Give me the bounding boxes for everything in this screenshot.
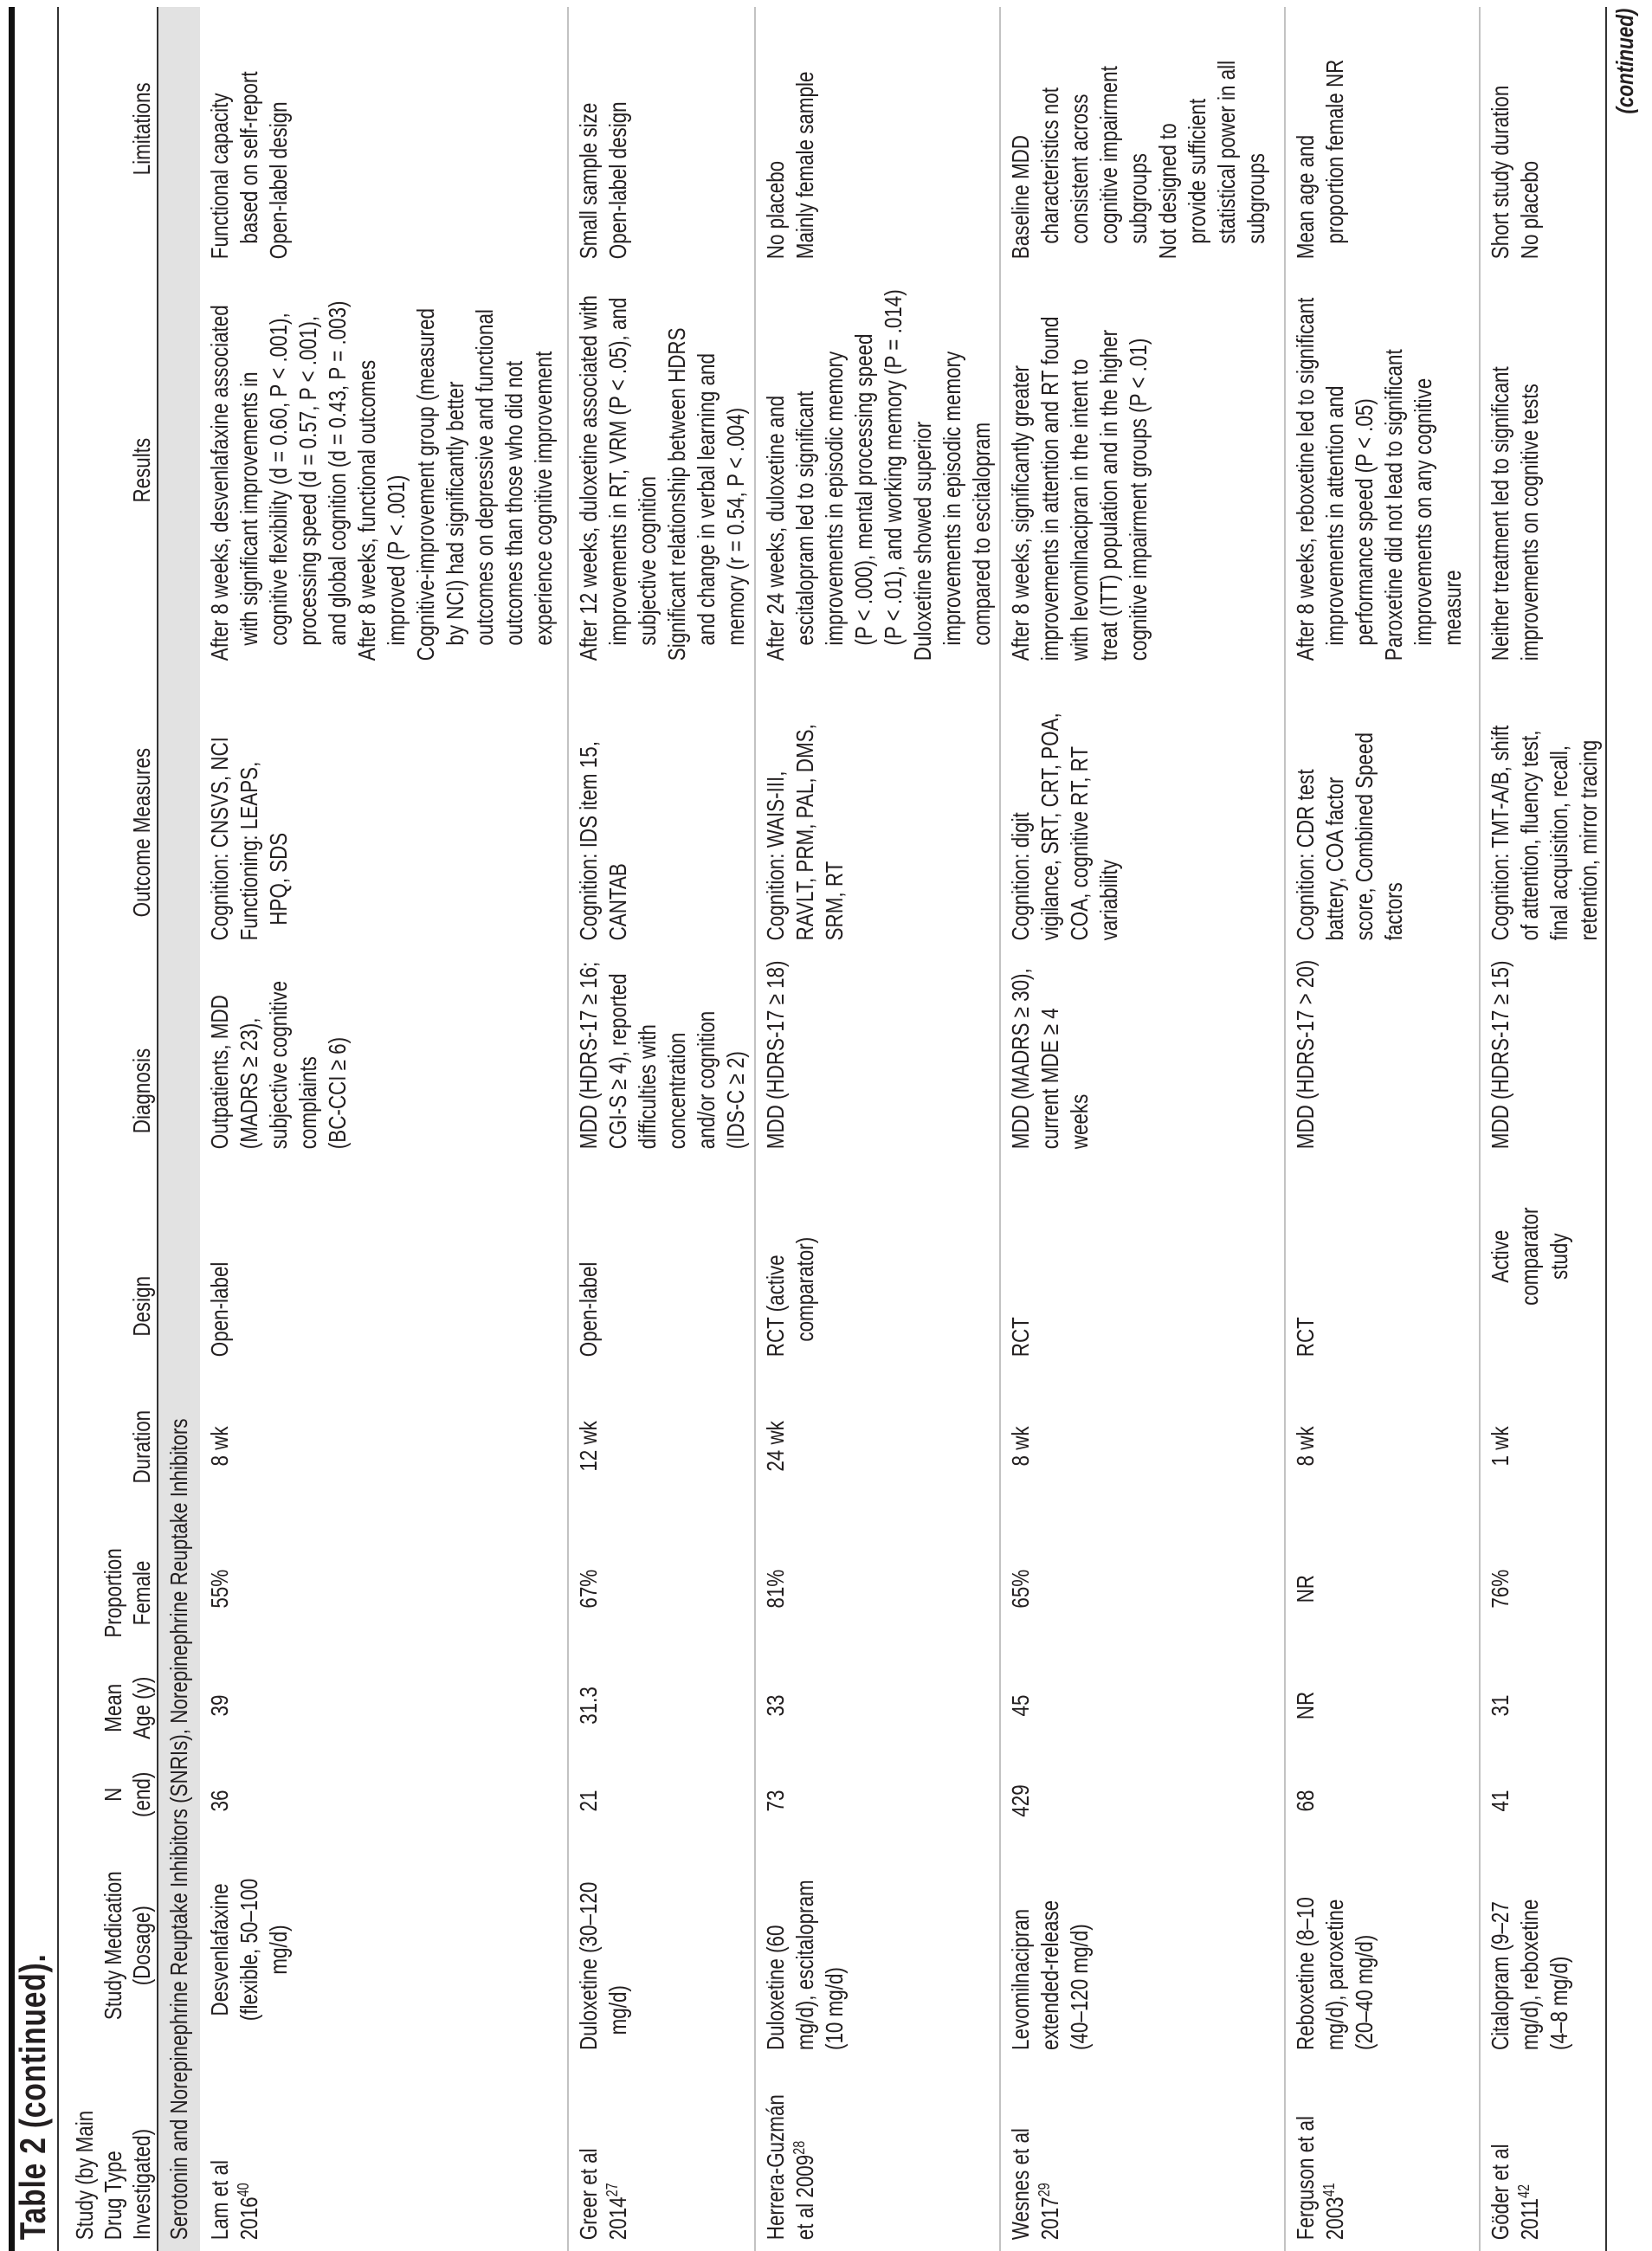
cell-age [1486, 1662, 1515, 1749]
outcome-paragraph: Cognition: CDR test [1292, 769, 1319, 941]
section-label: Serotonin and Norepinephrine Reuptake Inhibitors (SNRIs), Norepinephrine Reuptake Inhibitors [165, 1418, 192, 2241]
cell-limitations [574, 3, 633, 259]
outcome-paragraph: battery, COA factor [1321, 777, 1348, 941]
cell-n [1291, 1749, 1320, 1853]
study-year-text: 2003 [1321, 2196, 1348, 2241]
header-medication: Study Medication (Dosage) [100, 1871, 155, 2021]
medication-paragraph: mg/d), reboxetine [1516, 1899, 1543, 2050]
cell-outcome [761, 663, 849, 940]
study-year [1515, 2060, 1545, 2240]
duration-value: 24 wk [762, 1421, 789, 1472]
results-paragraph: improvements on cognitive tests [1516, 384, 1543, 661]
outcome-paragraph: final acquisition, recall, [1546, 745, 1572, 941]
design-paragraph: Active comparator study [1487, 1207, 1572, 1306]
cell-study [1486, 2060, 1545, 2240]
cell-study [205, 2060, 264, 2240]
cell-study [1291, 2060, 1350, 2240]
table-row [756, 7, 1001, 2251]
diagnosis-paragraph: (MADRS ≥ 23), [236, 1017, 262, 1150]
outcome-paragraph: RAVLT, PRM, PAL, DMS, [791, 724, 818, 941]
table-title: Table 2 (continued). [12, 1953, 53, 2241]
outcome-paragraph: vigilance, SRT, CRT, POA, [1036, 713, 1063, 941]
study-name: Ferguson et al [1292, 2116, 1319, 2241]
study-year-text: 2016 [236, 2196, 262, 2241]
cell-age [1006, 1662, 1036, 1749]
diagnosis-paragraph: and/or cognition [693, 1010, 720, 1150]
cell-limitations [761, 3, 820, 259]
female-value: NR [1292, 1575, 1319, 1603]
cell-study [574, 2060, 633, 2240]
cell-results [205, 262, 558, 661]
female-value: 76% [1487, 1569, 1513, 1609]
cell-duration [1486, 1377, 1515, 1515]
header-study: Study (by Main Drug Type Investigated) [71, 2110, 155, 2241]
limitations-paragraph: Open-label design [604, 101, 631, 260]
reference-number: 28 [791, 2140, 808, 2155]
design-paragraph: RCT (active comparator) [762, 1236, 818, 1358]
limitations-paragraph: Functional capacity based on self-report [206, 71, 262, 260]
medication-paragraph: Reboxetine (8–10 [1292, 1897, 1319, 2050]
duration-value: 12 wk [575, 1421, 602, 1472]
limitations-paragraph: Not designed to provide sufficient statistical power in all subgroups [1154, 60, 1269, 260]
cell-female [574, 1515, 603, 1662]
cell-outcome [1006, 663, 1124, 940]
outcome-paragraph: of attention, fluency test, [1516, 730, 1543, 941]
cell-design [1006, 1156, 1036, 1357]
cell-diagnosis [205, 941, 352, 1149]
top-thick-rule [9, 7, 15, 2251]
study-year [791, 2060, 820, 2240]
limitations-paragraph: Baseline MDD characteristics not consistent across cognitive impairment subgroups [1007, 66, 1152, 260]
diagnosis-paragraph: concentration [663, 1032, 690, 1150]
cell-diagnosis [761, 941, 791, 1149]
outcome-paragraph: Cognition: CNSVS, NCI [206, 737, 233, 941]
outcome-paragraph: score, Combined Speed [1351, 732, 1378, 941]
header-duration: Duration [128, 1409, 155, 1484]
cell-age [1291, 1662, 1320, 1749]
results-paragraph: Significant relationship between HDRS and change in verbal learning and memory (r = 0.54, P < .004) [663, 327, 749, 661]
medication-paragraph: (10 mg/d) [821, 1967, 848, 2050]
cell-diagnosis [1486, 941, 1515, 1149]
results-paragraph: After 8 weeks, desvenlafaxine associated with significant improvements in cognitive flexibility (d = 0.60, P < .001), processing speed (d = 0.57, P < .001), and global cognition (d = 0.43, P = .003) [206, 300, 351, 661]
header-female: Proportion Female [100, 1548, 155, 1638]
diagnosis-paragraph: difficulties with [634, 1024, 661, 1150]
diagnosis-paragraph: complaints [294, 1056, 321, 1150]
medication-paragraph: mg/d), escitalopram [791, 1880, 818, 2050]
table-row [1286, 7, 1481, 2251]
cell-duration [1006, 1377, 1036, 1515]
medication-paragraph: (flexible, 50–100 [236, 1878, 262, 2022]
cell-medication [1291, 1849, 1379, 2050]
cell-duration [574, 1377, 603, 1515]
cell-n [1006, 1749, 1036, 1853]
cell-female [1486, 1515, 1515, 1662]
medication-paragraph: Desvenlafaxine [206, 1883, 233, 2016]
limitations-paragraph: No placebo [762, 160, 789, 260]
study-year [1320, 2060, 1350, 2240]
limitations-paragraph: Mean age and proportion female NR [1292, 59, 1348, 260]
outcome-paragraph: Cognition: digit [1007, 812, 1034, 941]
outcome-paragraph: Cognition: IDS item 15, [575, 741, 602, 941]
results-paragraph: After 8 weeks, functional outcomes improved (P < .001) [353, 359, 410, 661]
diagnosis-paragraph: MDD (HDRS-17 ≥ 18) [762, 960, 789, 1150]
results-paragraph: Cognitive-improvement group (measured by NCI) had significantly better outcomes on depressive and functional outcomes than those who did not experience cognitive improvement [412, 308, 557, 661]
diagnosis-paragraph: Outpatients, MDD [206, 995, 233, 1150]
cell-female [1006, 1515, 1036, 1662]
n-value: 41 [1487, 1790, 1513, 1812]
cell-n [1486, 1749, 1515, 1853]
section-row [158, 7, 200, 2251]
age-value: NR [1292, 1691, 1319, 1720]
age-value: 33 [762, 1694, 789, 1717]
study-name: Herrera-Guzmán [762, 2094, 789, 2241]
cell-study [1006, 2060, 1065, 2240]
cell-n [574, 1749, 603, 1853]
diagnosis-paragraph: MDD (HDRS-17 > 20) [1292, 959, 1319, 1150]
header-outcome: Outcome Measures [128, 747, 155, 918]
diagnosis-paragraph: weeks [1066, 1093, 1093, 1150]
table-row [1481, 7, 1607, 2251]
female-value: 67% [575, 1569, 602, 1609]
cell-design [205, 1156, 235, 1357]
results-paragraph: After 8 weeks, significantly greater [1007, 365, 1034, 661]
cell-age [761, 1662, 791, 1749]
medication-paragraph: mg/d) [265, 1925, 292, 1975]
outcome-paragraph: factors [1380, 882, 1407, 941]
cell-age [574, 1662, 603, 1749]
continued-label: (continued) [1611, 8, 1638, 114]
results-paragraph: After 12 weeks, duloxetine associated with improvements in RT, VRM (P < .05), and subjective cognition [575, 295, 661, 661]
outcome-paragraph: CANTAB [604, 863, 631, 941]
cell-results [574, 262, 751, 661]
medication-paragraph: mg/d), paroxetine [1321, 1899, 1348, 2050]
study-name: Wesnes et al [1007, 2128, 1034, 2241]
cell-medication [1486, 1849, 1574, 2050]
cell-study [761, 2060, 820, 2240]
cell-n [761, 1749, 791, 1853]
cell-results [1006, 262, 1153, 661]
cell-outcome [574, 663, 633, 940]
cell-design [1486, 1156, 1574, 1357]
medication-paragraph: Duloxetine (60 [762, 1925, 789, 2050]
age-value: 45 [1007, 1694, 1034, 1717]
design-paragraph: Open-label [206, 1261, 233, 1358]
cell-results [1291, 262, 1468, 661]
n-value: 429 [1007, 1784, 1034, 1817]
cell-outcome [205, 663, 294, 940]
table-row [200, 7, 569, 2251]
design-paragraph: Open-label [575, 1261, 602, 1358]
duration-value: 8 wk [1292, 1426, 1319, 1467]
cell-medication [761, 1849, 849, 2050]
duration-value: 8 wk [1007, 1426, 1034, 1467]
design-paragraph: RCT [1007, 1317, 1034, 1358]
header-age: Mean Age (y) [100, 1676, 155, 1739]
limitations-paragraph: Open-label design [265, 101, 292, 260]
cell-age [205, 1662, 235, 1749]
results-paragraph: improvements in attention and RT found [1036, 316, 1063, 661]
table-row [569, 7, 756, 2251]
limitations-paragraph: No placebo [1516, 160, 1543, 260]
results-paragraph: treat (ITT) population and in the higher [1095, 329, 1122, 661]
age-value: 39 [206, 1694, 233, 1717]
study-name: Göder et al [1487, 2144, 1513, 2241]
header-top-rule [57, 7, 59, 2251]
cell-design [761, 1156, 820, 1357]
results-paragraph: Neither treatment led to significant [1487, 366, 1513, 661]
female-value: 55% [206, 1569, 233, 1609]
female-value: 81% [762, 1569, 789, 1609]
study-year-text: 2017 [1036, 2196, 1063, 2241]
n-value: 21 [575, 1790, 602, 1812]
cell-limitations [1486, 3, 1545, 259]
outcome-paragraph: retention, mirror tracing [1575, 739, 1602, 941]
header-design: Design [128, 1275, 155, 1337]
outcome-paragraph: Cognition: WAIS-III, [762, 771, 789, 941]
study-name: Lam et al [206, 2160, 233, 2241]
n-value: 73 [762, 1790, 789, 1812]
header-diagnosis: Diagnosis [128, 1048, 155, 1134]
results-paragraph: Duloxetine showed superior improvements in episodic memory compared to escitalopram [909, 351, 995, 661]
cell-diagnosis [574, 941, 751, 1149]
cell-limitations [1006, 3, 1271, 259]
cell-female [205, 1515, 235, 1662]
results-paragraph: cognitive impairment groups (P < .01) [1125, 338, 1152, 661]
limitations-paragraph: Small sample size [575, 102, 602, 260]
duration-value: 8 wk [206, 1426, 233, 1467]
results-paragraph: After 8 weeks, reboxetine led to significant improvements in attention and performance speed (P < .05) [1292, 297, 1378, 661]
cell-diagnosis [1291, 941, 1320, 1149]
cell-results [761, 262, 997, 661]
study-year-text: et al 2009 [791, 2154, 818, 2241]
cell-design [1291, 1156, 1320, 1357]
cell-medication [205, 1849, 294, 2050]
cell-medication [574, 1849, 633, 2050]
medication-paragraph: (4–8 mg/d) [1546, 1956, 1572, 2050]
diagnosis-paragraph: MDD (HDRS-17 ≥ 15) [1487, 960, 1513, 1150]
age-value: 31.3 [575, 1687, 602, 1725]
study-name: Greer et al [575, 2148, 602, 2241]
study-year [603, 2060, 633, 2240]
diagnosis-paragraph: subjective cognitive [265, 980, 292, 1150]
diagnosis-paragraph: MDD (HDRS-17 ≥ 16; [575, 961, 602, 1150]
outcome-paragraph: Functioning: LEAPS, HPQ, SDS [236, 761, 292, 941]
diagnosis-paragraph: CGI-S ≥ 4), reported [604, 973, 631, 1150]
cell-female [761, 1515, 791, 1662]
n-value: 36 [206, 1790, 233, 1812]
cell-duration [761, 1377, 791, 1515]
study-year [1036, 2060, 1065, 2240]
cell-duration [1291, 1377, 1320, 1515]
diagnosis-paragraph: MDD (MADRS ≥ 30), [1007, 968, 1034, 1150]
cell-limitations [205, 3, 294, 259]
medication-paragraph: (20–40 mg/d) [1351, 1934, 1378, 2050]
diagnosis-paragraph: (IDS-C ≥ 2) [722, 1051, 749, 1150]
cell-results [1486, 262, 1545, 661]
medication-paragraph: Duloxetine (30–120 mg/d) [575, 1881, 631, 2050]
cell-limitations [1291, 3, 1350, 259]
medication-paragraph: extended-release [1036, 1899, 1063, 2050]
reference-number: 42 [1515, 2184, 1533, 2199]
medication-paragraph: Levomilnacipran [1007, 1908, 1034, 2050]
limitations-paragraph: Mainly female sample [791, 71, 818, 260]
outcome-paragraph: variability [1095, 860, 1122, 941]
cell-outcome [1486, 663, 1604, 940]
header-limitations: Limitations [128, 82, 155, 176]
study-year-text: 2011 [1516, 2198, 1543, 2241]
duration-value: 1 wk [1487, 1426, 1513, 1467]
header-results: Results [128, 437, 155, 503]
header-n: N (end) [100, 1771, 155, 1817]
cell-medication [1006, 1849, 1094, 2050]
age-value: 31 [1487, 1694, 1513, 1717]
cell-diagnosis [1006, 941, 1094, 1149]
n-value: 68 [1292, 1790, 1319, 1812]
cell-n [205, 1749, 235, 1853]
table-row [1001, 7, 1286, 2251]
reference-number: 40 [235, 2183, 252, 2197]
diagnosis-paragraph: current MDE ≥ 4 [1036, 1008, 1063, 1150]
reference-number: 29 [1036, 2183, 1053, 2197]
diagnosis-paragraph: (BC-CCI ≥ 6) [324, 1036, 351, 1150]
female-value: 65% [1007, 1569, 1034, 1609]
cell-duration [205, 1377, 235, 1515]
cell-female [1291, 1515, 1320, 1662]
cell-outcome [1291, 663, 1409, 940]
study-year-text: 2014 [604, 2196, 631, 2241]
study-year [235, 2060, 264, 2240]
reference-number: 41 [1320, 2183, 1338, 2197]
cell-design [574, 1156, 603, 1357]
medication-paragraph: Citalopram (9–27 [1487, 1901, 1513, 2050]
outcome-paragraph: COA, cognitive RT, RT [1066, 745, 1093, 941]
outcome-paragraph: Cognition: TMT-A/B, shift [1487, 725, 1513, 941]
outcome-paragraph: SRM, RT [821, 861, 848, 941]
reference-number: 27 [603, 2183, 621, 2197]
design-paragraph: RCT [1292, 1317, 1319, 1358]
results-paragraph: Paroxetine did not lead to significant improvements on any cognitive measure [1380, 349, 1466, 661]
results-paragraph: with levomilnacipran in the intent to [1066, 358, 1093, 661]
medication-paragraph: (40–120 mg/d) [1066, 1924, 1093, 2050]
results-paragraph: After 24 weeks, duloxetine and escitalopram led to significant improvements in episodic memory (P < .000), mental processing speed (P < .01), and working memory (P = .014) [762, 289, 907, 661]
limitations-paragraph: Short study duration [1487, 85, 1513, 260]
